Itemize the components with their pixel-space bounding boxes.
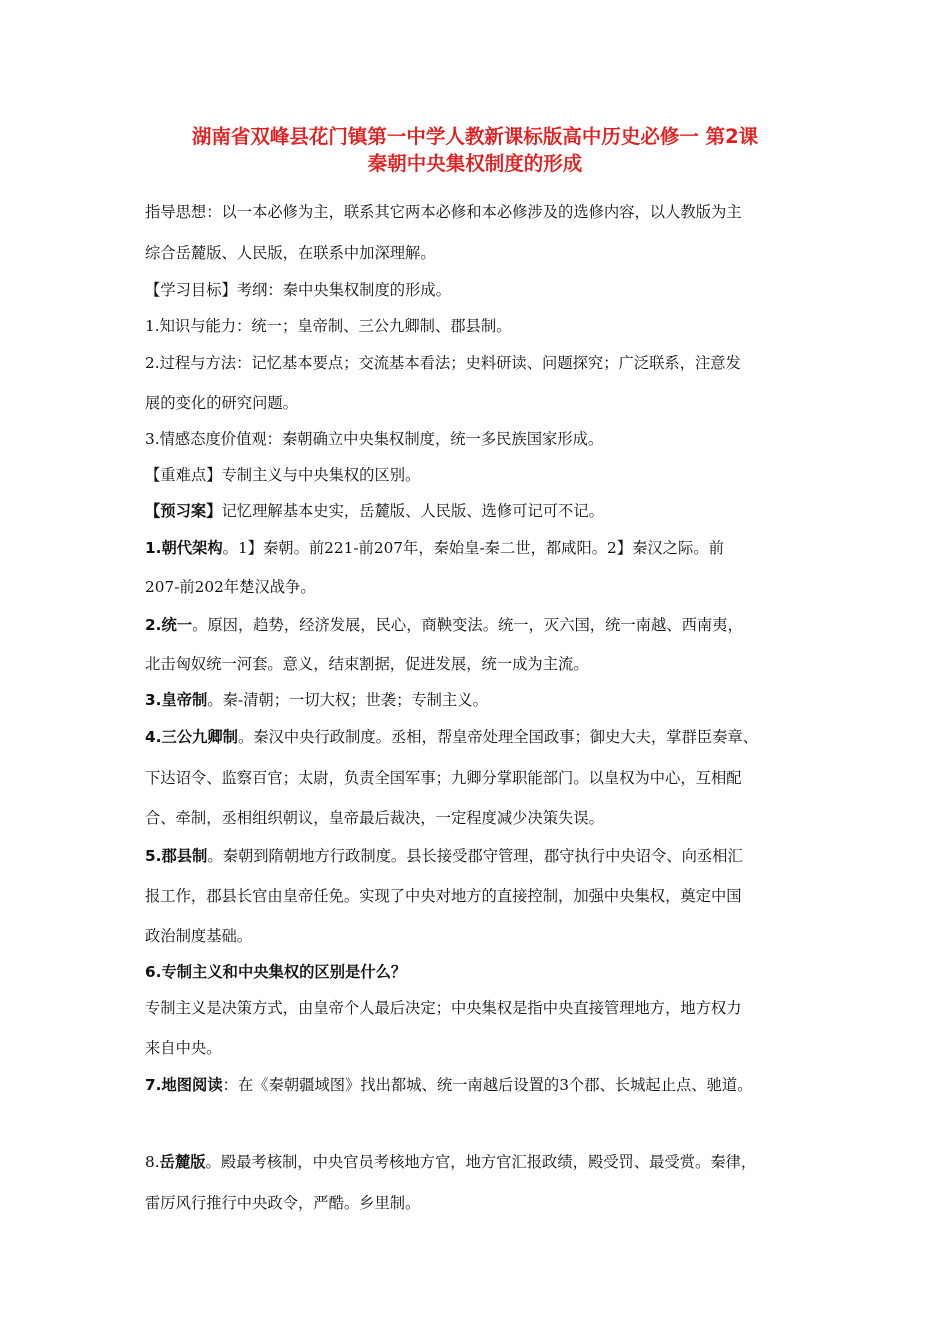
guide-line-2: 综合岳麓版、人民版，在联系中加深理解。 [145,244,436,262]
section-2-heading: 2.统一 [145,616,193,634]
section-3-text: 。秦-清朝；一切大权；世袭；专制主义。 [207,691,488,709]
preview-text: 记忆理解基本史实，岳麓版、人民版、选修可记可不记。 [221,502,604,520]
section-5-line-2: 报工作，郡县长官由皇帝任免。实现了中央对地方的直接控制，加强中央集权，奠定中国 [145,887,742,905]
section-4-text: 。秦汉中央行政制度。丞相，帮皇帝处理全国政事；御史大夫，掌群臣奏章、 [237,728,759,746]
section-5-heading: 5.郡县制 [145,847,208,865]
document-title-line-2: 秦朝中央集权制度的形成 [367,152,583,175]
objectives-heading: 【学习目标】考纲：秦中央集权制度的形成。 [145,281,451,299]
section-8-number: 8. [145,1153,160,1171]
section-4-line-3: 合、牵制，丞相组织朝议，皇帝最后裁决，一定程度减少决策失误。 [145,809,604,827]
preview-label: 【预习案】 [145,502,222,520]
section-5-line-3: 政治制度基础。 [145,927,253,945]
section-6-heading: 6.专制主义和中央集权的区别是什么？ [145,963,407,981]
section-1-text: 。1】秦朝。前221-前207年，秦始皇-秦二世，都咸阳。2】秦汉之际。前 [222,539,724,557]
section-5-line-1 [145,845,820,867]
section-8-heading: 岳麓版 [159,1153,206,1171]
section-2-line-2: 北击匈奴统一河套。意义，结束割据，促进发展，统一成为主流。 [145,655,589,673]
section-6-line-2: 来自中央。 [145,1039,222,1057]
section-7-heading: 7.地图阅读 [145,1076,223,1094]
section-1-line-2: 207-前202年楚汉战争。 [145,578,316,596]
section-3-line-1 [145,689,820,711]
document-title-line-1: 湖南省双峰县花门镇第一中学人教新课标版高中历史必修一 第2课 [191,125,759,148]
objective-item-2-line-2: 展的变化的研究问题。 [145,394,298,412]
section-8-text: 。殿最考核制，中央官员考核地方官，地方官汇报政绩，殿受罚、最受赏。秦律， [205,1153,757,1171]
section-2-line-1 [145,614,820,636]
section-4-heading: 4.三公九卿制 [145,728,238,746]
section-8-line-1 [145,1151,820,1173]
guide-line-1: 指导思想：以一本必修为主，联系其它两本必修和本必修涉及的选修内容，以人教版为主 [145,203,742,221]
objective-item-2-line-1: 2.过程与方法：记忆基本要点；交流基本看法；史料研读、问题探究；广泛联系，注意发 [145,354,741,372]
section-2-text: 。原因，趋势，经济发展，民心，商鞅变法。统一，灭六国，统一南越、西南夷， [192,616,743,634]
section-1-heading: 1.朝代架构 [145,539,223,557]
section-4-line-1 [145,726,820,748]
objective-item-3: 3.情感态度价值观：秦朝确立中央集权制度，统一多民族国家形成。 [145,430,604,448]
objective-item-1: 1.知识与能力：统一；皇帝制、三公九卿制、郡县制。 [145,317,512,335]
section-4-line-2: 下达诏令、监察百官；太尉，负责全国军事；九卿分掌职能部门。以皇权为中心，互相配 [145,769,742,787]
section-6-line-1: 专制主义是决策方式，由皇帝个人最后决定；中央集权是指中央直接管理地方，地方权力 [145,999,742,1017]
section-3-heading: 3.皇帝制 [145,691,208,709]
section-8-line-2: 雷厉风行推行中央政令，严酷。乡里制。 [145,1194,421,1212]
section-1-line-1 [145,537,820,559]
section-7-line-1 [145,1074,820,1096]
section-5-text: 。秦朝到隋朝地方行政制度。县长接受郡守管理，郡守执行中央诏令、向丞相汇 [207,847,743,865]
section-7-text: ：在《秦朝疆域图》找出都城、统一南越后设置的3个郡、长城起止点、驰道。 [222,1076,753,1094]
key-point: 【重难点】专制主义与中央集权的区别。 [145,466,421,484]
preview-line [145,500,820,522]
